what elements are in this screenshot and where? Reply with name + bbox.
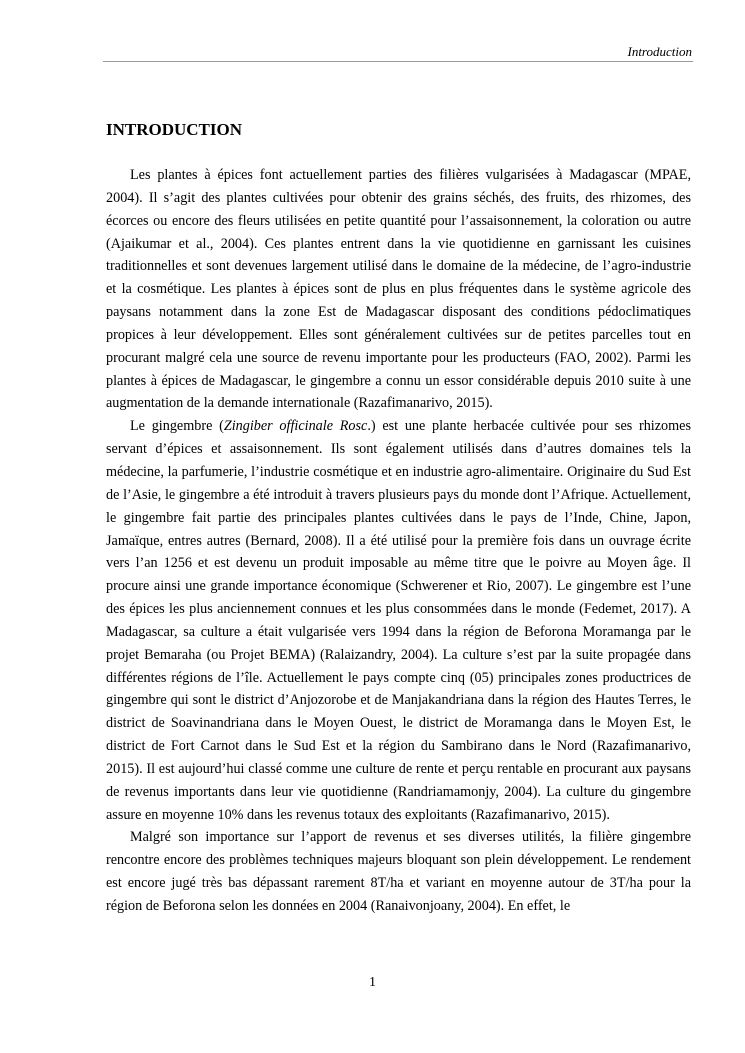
header-rule [103, 61, 693, 62]
chapter-title: INTRODUCTION [106, 120, 243, 139]
running-header: Introduction [627, 44, 692, 59]
page-number: 1 [369, 975, 376, 990]
paragraph-spice-plants: Les plantes à épices font actuellement parties des filières vulgarisées à Madagascar (MPAE, 2004). Il s’agit des plantes cultivées pour obtenir des grains séchés, des fruits, des rhizomes, des écorces ou encore des fleurs utilisées en petite quantité pour l’assaisonnement, la coloration ou autre (Ajaikumar et al., 2004). Ces plantes entrent dans la vie quotidienne en garnissant les cuisines traditionnelles et sont devenues largement utilisé dans le domaine de la médecine, de l’agro-industrie et la cosmétique. Les plantes à épices sont de plus en plus fréquentes dans le système agricole des paysans notamment dans la zone Est de Madagascar disposant des conditions pédoclimatiques propices à leur développement. Elles sont généralement cultivées sur de petites parcelles tout en procurant malgré cela une source de revenu importante pour les producteurs (FAO, 2002). Parmi les plantes à épices de Madagascar, le gingembre a connu un essor considérable depuis 2010 suite à une augmentation de la demande internationale (Razafimanarivo, 2015). [106, 167, 691, 412]
paragraph-ginger-overview [106, 415, 691, 826]
paragraph-ginger-problems: Malgré son importance sur l’apport de revenus et ses diverses utilités, la filière gingembre rencontre encore des problèmes techniques majeurs bloquant son plein développement. Le rendement est encore jugé très bas dépassant rarement 8T/ha et variant en moyenne autour de 3T/ha pour la région de Beforona selon les données en 2004 (Ranaivonjoany, 2004). En effet, le [106, 829, 691, 914]
page-body [106, 118, 691, 918]
paragraph-ginger-text-after: .) est une plante herbacée cultivée pour ses rhizomes servant d’épices et assaisonnement. Ils sont également utilisés dans d’autres domaines tels la médecine, la parfumerie, l’industrie cosmétique et en industrie agro-alimentaire. Originaire du Sud Est de l’Asie, le gingembre a été introduit à travers plusieurs pays du monde dont l’Afrique. Actuellement, le gingembre fait partie des principales plantes cultivées dans le pays de l’Inde, Chine, Japon, Jamaïque, entres autres (Bernard, 2008). Il a été utilisé pour la première fois dans un ouvrage écrite vers l’an 1256 et est devenu un produit imposable au même titre que le poivre au Moyen âge. Il procure ainsi une grande importance économique (Schwerener et Rio, 2007). Le gingembre est l’une des épices les plus anciennement connues et les plus consommées dans le monde (Fedemet, 2017). A Madagascar, sa culture a était vulgarisée vers 1994 dans la région de Beforona Moramanga par le projet Bemaraha (ou Projet BEMA) (Ralaizandry, 2004). La culture s’est par la suite propagée dans différentes régions de l’île. Actuellement le pays compte cinq (05) principales zones productrices de gingembre qui sont le district d’Anjozorobe et de Manjakandriana dans la région des Hautes Terres, le district de Soavinandriana dans le Moyen Ouest, le district de Moramanga dans le Moyen Est, le district de Fort Carnot dans le Sud Est et la région du Sambirano dans le Nord (Razafimanarivo, 2015). Il est aujourd’hui classé comme une culture de rente et perçu rentable en procurant aux paysans de revenus importants dans leur vie quotidienne (Randriamamonjy, 2004). La culture du gingembre assure en moyenne 10% dans les revenus totaux des exploitants (Razafimanarivo, 2015). [106, 418, 691, 823]
species-name: Zingiber officinale Rosc [223, 418, 368, 435]
paragraph-ginger-text-before: Le gingembre ( [130, 418, 224, 435]
